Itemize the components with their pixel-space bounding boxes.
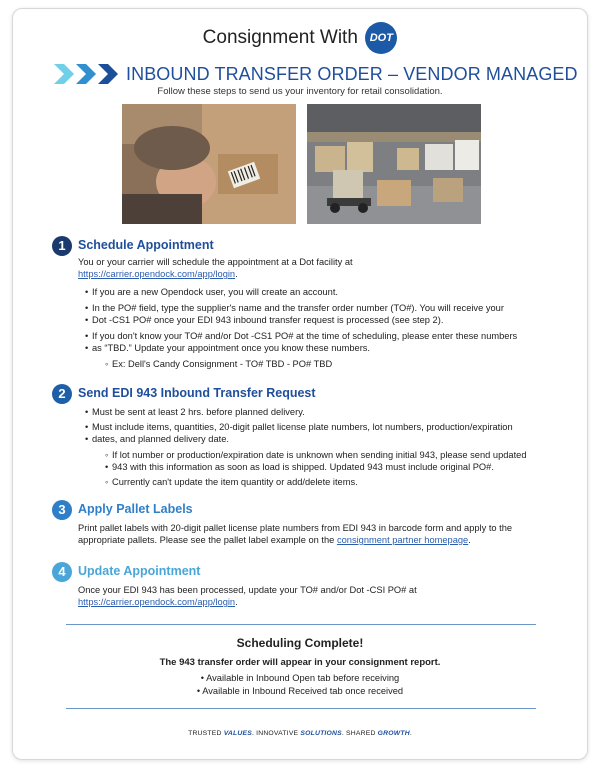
step-schedule-appointment: [52, 236, 562, 376]
page-title: INBOUND TRANSFER ORDER – VENDOR MANAGED: [126, 64, 578, 84]
bullet-item: • If you don't know your TO# and/or Dot -CS1 PO# at the time of scheduling, please enter these numbers: [92, 330, 517, 342]
bullet-continuation: • as “TBD.” Update your appointment once you know these numbers.: [92, 342, 370, 354]
step-send-edi-943: [52, 384, 562, 494]
bullet-continuation: • Dot -CS1 PO# once your EDI 943 inbound transfer request is processed (see step 2).: [92, 314, 443, 326]
step-body: [78, 522, 578, 546]
link-suffix: .: [468, 535, 471, 545]
sub-bullet-item: ◦ Currently can't update the item quantity or add/delete items.: [112, 476, 358, 488]
step-number-badge: 1: [52, 236, 72, 256]
step-body-line: appropriate pallets. Please see the pallet label example on the: [78, 535, 335, 545]
step-title: Send EDI 943 Inbound Transfer Request: [78, 386, 316, 400]
step-title: Schedule Appointment: [78, 238, 214, 252]
step-number-badge: 4: [52, 562, 72, 582]
complete-list-item: • Available in Inbound Open tab before receiving: [200, 673, 400, 683]
bullet-continuation: • dates, and planned delivery date.: [92, 433, 229, 445]
step-number-badge: 2: [52, 384, 72, 404]
bullet-item: • If you are a new Opendock user, you will create an account.: [92, 286, 338, 298]
bullet-item: • Must be sent at least 2 hrs. before planned delivery.: [92, 406, 305, 418]
opendock-login-link[interactable]: https://carrier.opendock.com/app/login: [78, 269, 236, 279]
step-title: Update Appointment: [78, 564, 201, 578]
step-intro: [78, 256, 558, 280]
step-body: [78, 584, 558, 608]
step-update-appointment: [52, 562, 562, 610]
sub-bullet-continuation: • 943 with this information as soon as load is shipped. Updated 943 must include original PO#.: [112, 461, 494, 473]
link-suffix: .: [235, 597, 238, 607]
opendock-login-link[interactable]: https://carrier.opendock.com/app/login: [78, 597, 236, 607]
divider-bottom: [66, 708, 536, 709]
step-title: Apply Pallet Labels: [78, 502, 193, 516]
step-intro-text: You or your carrier will schedule the appointment at a Dot facility at: [78, 257, 353, 267]
warehouse-scanning-photo: [122, 104, 296, 224]
step-body-line: Print pallet labels with 20-digit pallet license plate numbers from EDI 943 in barcode form and apply to the: [78, 523, 513, 533]
brand-header: [0, 22, 600, 58]
complete-list-item: • Available in Inbound Received tab once received: [196, 686, 404, 696]
scheduling-complete-title: Scheduling Complete!: [236, 636, 364, 650]
brand-text: Consignment With: [202, 27, 358, 48]
sub-bullet-item: ◦ If lot number or production/expiration date is unknown when sending initial 943, please send updated: [112, 449, 527, 461]
bullet-item: • In the PO# field, type the supplier's name and the transfer order number (TO#). You will receive your: [92, 302, 504, 314]
link-suffix: .: [235, 269, 238, 279]
chevron-arrows-icon: [54, 62, 122, 86]
page-subtitle: Follow these steps to send us your inventory for retail consolidation.: [157, 86, 443, 97]
title-row: [54, 62, 578, 86]
sub-bullet-item: ◦ Ex: Dell's Candy Consignment - TO# TBD - PO# TBD: [112, 358, 332, 370]
step-intro-text: Once your EDI 943 has been processed, update your TO# and/or Dot -CSI PO# at: [78, 585, 417, 595]
divider-top: [66, 624, 536, 625]
warehouse-forklift-photo: [307, 104, 481, 224]
footer-tagline: TRUSTED VALUES. INNOVATIVE SOLUTIONS. SHARED GROWTH.: [188, 730, 412, 737]
consignment-homepage-link[interactable]: consignment partner homepage: [336, 535, 469, 545]
dot-logo-icon: DOT: [365, 22, 397, 54]
step-apply-pallet-labels: [52, 500, 562, 552]
bullet-item: • Must include items, quantities, 20-digit pallet license plate numbers, lot numbers, production/expiration: [92, 421, 513, 433]
scheduling-complete-subtitle: The 943 transfer order will appear in your consignment report.: [159, 657, 441, 668]
step-number-badge: 3: [52, 500, 72, 520]
